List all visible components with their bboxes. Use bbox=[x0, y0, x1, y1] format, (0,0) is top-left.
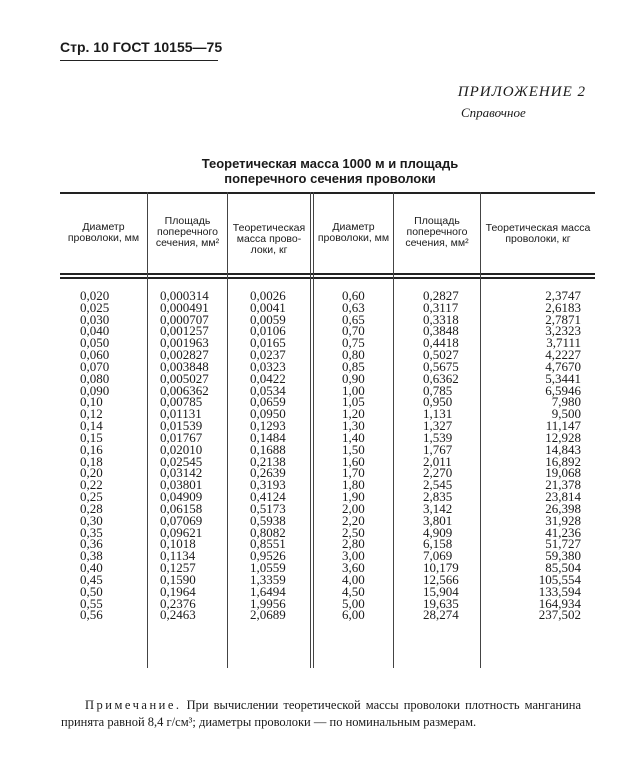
table-cell: 12,928 bbox=[545, 429, 581, 445]
table-cell: 21,378 bbox=[545, 477, 581, 493]
table-cell: 0,0059 bbox=[250, 311, 286, 327]
table-cell: 7,980 bbox=[551, 394, 581, 410]
table-cell: 0,025 bbox=[80, 299, 110, 315]
table-cell: 0,0950 bbox=[250, 406, 286, 422]
table-cell: 3,801 bbox=[423, 512, 453, 528]
table-cell: 6,00 bbox=[342, 607, 365, 623]
table-cell: 0,02545 bbox=[160, 453, 203, 469]
table-cell: 0,90 bbox=[342, 370, 365, 386]
table-cell: 0,5173 bbox=[250, 500, 286, 516]
table-cell: 0,50 bbox=[80, 583, 103, 599]
table-cell: 4,2227 bbox=[545, 347, 581, 363]
table-cell: 0,80 bbox=[342, 347, 365, 363]
table-cell: 0,01767 bbox=[160, 429, 203, 445]
table-cell: 0,03801 bbox=[160, 477, 203, 493]
table-cell: 0,1590 bbox=[160, 571, 196, 587]
table-cell: 26,398 bbox=[545, 500, 581, 516]
data-table bbox=[60, 192, 595, 668]
table-cell: 23,814 bbox=[545, 489, 581, 505]
table-cell: 133,594 bbox=[538, 583, 581, 599]
table-cell: 0,1964 bbox=[160, 583, 196, 599]
table-cell: 0,01131 bbox=[160, 406, 202, 422]
table-cell: 1,30 bbox=[342, 418, 365, 434]
note-text: При вычислении теоретической массы проволоки плотность манганина принята равной 8,4 г/см³; диаметры проволоки — по номинальным размерам. bbox=[61, 698, 581, 729]
table-cell: 2,80 bbox=[342, 536, 365, 552]
table-cell: 0,65 bbox=[342, 311, 365, 327]
table-cell: 4,7670 bbox=[545, 358, 581, 374]
column-divider bbox=[393, 192, 394, 668]
table-cell: 0,60 bbox=[342, 288, 365, 303]
table-cell: 0,85 bbox=[342, 358, 365, 374]
table-cell: 0,006362 bbox=[160, 382, 209, 398]
table-cell: 5,3441 bbox=[545, 370, 581, 386]
table-cell: 28,274 bbox=[423, 607, 459, 623]
table-cell: 3,2323 bbox=[545, 323, 581, 339]
table-cell: 2,20 bbox=[342, 512, 365, 528]
table-cell: 2,0689 bbox=[250, 607, 286, 623]
table-cell: 0,22 bbox=[80, 477, 103, 493]
table-cell: 0,63 bbox=[342, 299, 365, 315]
table-cell: 1,00 bbox=[342, 382, 365, 398]
table-cell: 0,38 bbox=[80, 548, 103, 564]
table-cell: 3,142 bbox=[423, 500, 453, 516]
table-cell: 0,0534 bbox=[250, 382, 286, 398]
table-cell: 0,0237 bbox=[250, 347, 286, 363]
page-header bbox=[60, 39, 222, 55]
table-cell: 0,1484 bbox=[250, 429, 286, 445]
header-rule-1 bbox=[60, 273, 595, 275]
column-divider bbox=[310, 192, 311, 668]
table-cell: 164,934 bbox=[538, 595, 581, 611]
table-cell: 0,0026 bbox=[250, 288, 286, 303]
table-cell: 0,0422 bbox=[250, 370, 286, 386]
table-cell: 1,20 bbox=[342, 406, 365, 422]
table-cell: 0,060 bbox=[80, 347, 110, 363]
table-cell: 0,02010 bbox=[160, 441, 203, 457]
table-cell: 4,00 bbox=[342, 571, 365, 587]
standard-number: ГОСТ 10155—75 bbox=[112, 39, 223, 55]
table-cell: 1,327 bbox=[423, 418, 453, 434]
table-cell: 2,50 bbox=[342, 524, 365, 540]
table-cell: 11,147 bbox=[545, 418, 581, 434]
table-cell: 1,50 bbox=[342, 441, 365, 457]
table-cell: 1,9956 bbox=[250, 595, 286, 611]
table-cell: 0,4418 bbox=[423, 335, 459, 351]
table-cell: 0,000314 bbox=[160, 288, 209, 303]
table-cell: 0,56 bbox=[80, 607, 103, 623]
table-cell: 2,00 bbox=[342, 500, 365, 516]
header-rule bbox=[60, 60, 218, 61]
table-cell: 3,60 bbox=[342, 560, 365, 576]
table-cell: 0,1688 bbox=[250, 441, 286, 457]
table-cell: 0,2376 bbox=[160, 595, 196, 611]
table-cell: 0,12 bbox=[80, 406, 103, 422]
table-cell: 0,5027 bbox=[423, 347, 459, 363]
table-cell: 2,270 bbox=[423, 465, 453, 481]
table-cell: 0,5675 bbox=[423, 358, 459, 374]
table-cell: 0,950 bbox=[423, 394, 453, 410]
header-diameter-1: Диаметр проволоки, мм bbox=[67, 221, 140, 244]
table-cell: 0,3848 bbox=[423, 323, 459, 339]
page-number: Стр. 10 bbox=[60, 39, 109, 55]
table-cell: 1,0559 bbox=[250, 560, 286, 576]
table-cell: 9,500 bbox=[551, 406, 581, 422]
table-cell: 0,70 bbox=[342, 323, 365, 339]
table-cell: 0,18 bbox=[80, 453, 103, 469]
table-cell: 14,843 bbox=[545, 441, 581, 457]
table-cell: 0,09621 bbox=[160, 524, 203, 540]
table-cell: 0,8082 bbox=[250, 524, 286, 540]
table-cell: 2,835 bbox=[423, 489, 453, 505]
table-cell: 12,566 bbox=[423, 571, 459, 587]
table-cell: 0,8551 bbox=[250, 536, 286, 552]
header-area-2: Площадь поперечного сечения, мм² bbox=[405, 215, 469, 249]
column-mass-1 bbox=[250, 290, 286, 621]
table-cell: 0,030 bbox=[80, 311, 110, 327]
table-cell: 19,635 bbox=[423, 595, 459, 611]
table-cell: 16,892 bbox=[545, 453, 581, 469]
column-divider bbox=[147, 192, 148, 668]
table-cell: 237,502 bbox=[538, 607, 581, 623]
table-cell: 0,20 bbox=[80, 465, 103, 481]
table-cell: 0,9526 bbox=[250, 548, 286, 564]
table-cell: 0,14 bbox=[80, 418, 103, 434]
table-cell: 0,080 bbox=[80, 370, 110, 386]
table-cell: 3,00 bbox=[342, 548, 365, 564]
table-cell: 0,070 bbox=[80, 358, 110, 374]
table-cell: 0,35 bbox=[80, 524, 103, 540]
table-cell: 0,1134 bbox=[160, 548, 196, 564]
table-cell: 0,04909 bbox=[160, 489, 203, 505]
table-cell: 0,2463 bbox=[160, 607, 196, 623]
table-cell: 0,000707 bbox=[160, 311, 209, 327]
table-cell: 1,131 bbox=[423, 406, 453, 422]
table-cell: 0,002827 bbox=[160, 347, 209, 363]
column-diameter-2 bbox=[342, 290, 365, 621]
table-cell: 1,539 bbox=[423, 429, 453, 445]
table-cell: 2,545 bbox=[423, 477, 453, 493]
column-diameter-1 bbox=[80, 290, 109, 621]
table-cell: 0,003848 bbox=[160, 358, 209, 374]
table-cell: 19,068 bbox=[545, 465, 581, 481]
table-cell: 2,3747 bbox=[545, 288, 581, 303]
table-cell: 0,050 bbox=[80, 335, 110, 351]
table-cell: 51,727 bbox=[545, 536, 581, 552]
appendix-title: ПРИЛОЖЕНИЕ 2 bbox=[457, 84, 586, 100]
table-cell: 0,75 bbox=[342, 335, 365, 351]
table-cell: 3,7111 bbox=[546, 335, 581, 351]
table-cell: 0,090 bbox=[80, 382, 110, 398]
table-cell: 0,16 bbox=[80, 441, 103, 457]
table-cell: 0,07069 bbox=[160, 512, 203, 528]
table-cell: 4,50 bbox=[342, 583, 365, 599]
column-divider bbox=[480, 192, 481, 668]
appendix-subtitle: Справочное bbox=[461, 105, 526, 120]
table-title bbox=[60, 156, 600, 186]
table-cell: 0,55 bbox=[80, 595, 103, 611]
table-cell: 2,6183 bbox=[545, 299, 581, 315]
table-cell: 1,05 bbox=[342, 394, 365, 410]
table-cell: 0,10 bbox=[80, 394, 103, 410]
table-cell: 6,5946 bbox=[545, 382, 581, 398]
table-cell: 0,03142 bbox=[160, 465, 203, 481]
table-title-line2: поперечного сечения проволоки bbox=[224, 171, 436, 186]
table-cell: 0,001963 bbox=[160, 335, 209, 351]
table-cell: 6,158 bbox=[423, 536, 453, 552]
table-cell: 10,179 bbox=[423, 560, 459, 576]
table-cell: 0,5938 bbox=[250, 512, 286, 528]
table-cell: 1,90 bbox=[342, 489, 365, 505]
table-cell: 0,001257 bbox=[160, 323, 209, 339]
table-cell: 0,06158 bbox=[160, 500, 203, 516]
column-area-2 bbox=[423, 290, 459, 621]
table-cell: 2,011 bbox=[423, 453, 452, 469]
table-cell: 0,1293 bbox=[250, 418, 286, 434]
note-lead: Примечание. bbox=[85, 698, 182, 712]
header-mass-1: Теоретическая масса прово-локи, кг bbox=[232, 222, 306, 256]
table-cell: 2,7871 bbox=[545, 311, 581, 327]
table-cell: 0,2639 bbox=[250, 465, 286, 481]
table-cell: 1,60 bbox=[342, 453, 365, 469]
table-cell: 4,909 bbox=[423, 524, 453, 540]
header-mass-2: Теоретическая масса проволоки, кг bbox=[485, 222, 591, 245]
table-cell: 0,005027 bbox=[160, 370, 209, 386]
table-cell: 0,4124 bbox=[250, 489, 286, 505]
table-cell: 0,0659 bbox=[250, 394, 286, 410]
table-cell: 1,70 bbox=[342, 465, 365, 481]
table-cell: 0,3193 bbox=[250, 477, 286, 493]
table-cell: 85,504 bbox=[545, 560, 581, 576]
table-cell: 0,36 bbox=[80, 536, 103, 552]
column-divider bbox=[227, 192, 228, 668]
table-cell: 0,01539 bbox=[160, 418, 203, 434]
table-cell: 31,928 bbox=[545, 512, 581, 528]
table-cell: 0,2138 bbox=[250, 453, 286, 469]
table-cell: 0,0041 bbox=[250, 299, 286, 315]
table-cell: 0,6362 bbox=[423, 370, 459, 386]
table-cell: 59,380 bbox=[545, 548, 581, 564]
table-cell: 0,0165 bbox=[250, 335, 286, 351]
table-cell: 0,0106 bbox=[250, 323, 286, 339]
table-cell: 7,069 bbox=[423, 548, 453, 564]
table-cell: 0,3318 bbox=[423, 311, 459, 327]
table-cell: 0,15 bbox=[80, 429, 103, 445]
header-diameter-2: Диаметр проволоки, мм bbox=[317, 221, 390, 244]
table-cell: 5,00 bbox=[342, 595, 365, 611]
column-mass-2 bbox=[539, 290, 581, 621]
column-divider bbox=[313, 192, 314, 668]
table-cell: 0,25 bbox=[80, 489, 103, 505]
table-cell: 1,6494 bbox=[250, 583, 286, 599]
header-area-1: Площадь поперечного сечения, мм² bbox=[155, 215, 220, 249]
table-cell: 0,00785 bbox=[160, 394, 203, 410]
table-note bbox=[61, 697, 581, 731]
table-cell: 1,40 bbox=[342, 429, 365, 445]
table-cell: 0,40 bbox=[80, 560, 103, 576]
table-cell: 105,554 bbox=[538, 571, 581, 587]
table-cell: 1,80 bbox=[342, 477, 365, 493]
header-rule-2 bbox=[60, 277, 595, 279]
table-cell: 0,785 bbox=[423, 382, 453, 398]
table-cell: 0,0323 bbox=[250, 358, 286, 374]
table-cell: 0,000491 bbox=[160, 299, 209, 315]
table-cell: 41,236 bbox=[545, 524, 581, 540]
table-cell: 1,767 bbox=[423, 441, 453, 457]
table-title-line1: Теоретическая масса 1000 м и площадь bbox=[201, 156, 459, 171]
column-area-1 bbox=[160, 290, 209, 621]
table-top-rule bbox=[60, 192, 595, 194]
table-cell: 0,3117 bbox=[423, 299, 459, 315]
table-cell: 0,28 bbox=[80, 500, 103, 516]
table-cell: 1,3359 bbox=[250, 571, 286, 587]
table-cell: 0,2827 bbox=[423, 288, 459, 303]
table-cell: 15,904 bbox=[423, 583, 459, 599]
table-cell: 0,45 bbox=[80, 571, 103, 587]
table-cell: 0,30 bbox=[80, 512, 103, 528]
table-cell: 0,1018 bbox=[160, 536, 196, 552]
table-cell: 0,040 bbox=[80, 323, 110, 339]
table-cell: 0,1257 bbox=[160, 560, 196, 576]
table-cell: 0,020 bbox=[80, 288, 110, 303]
